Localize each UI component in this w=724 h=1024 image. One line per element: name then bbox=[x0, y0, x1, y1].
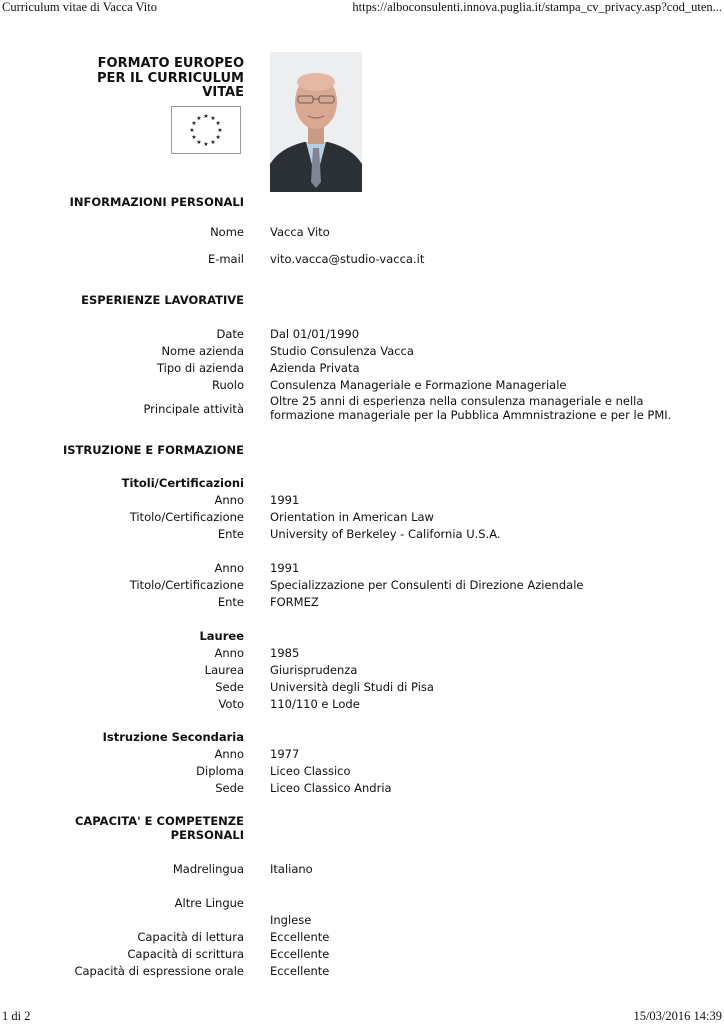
section-personal-skills bbox=[75, 814, 244, 842]
value-cert1-year: 1991 bbox=[270, 493, 300, 507]
svg-text:★: ★ bbox=[210, 114, 216, 122]
value-email: vito.vacca@studio-vacca.it bbox=[270, 252, 425, 266]
svg-text:★: ★ bbox=[203, 113, 209, 120]
label-degree-grade: Voto bbox=[218, 697, 244, 711]
value-company-type: Azienda Privata bbox=[270, 361, 360, 375]
value-role: Consulenza Manageriale e Formazione Manageriale bbox=[270, 378, 567, 392]
label-writing: Capacità di scrittura bbox=[127, 947, 244, 961]
label-email: E-mail bbox=[207, 252, 244, 266]
main-activity-line2: formazione manageriale per la Pubblica Ammnistrazione e per le PMI. bbox=[270, 407, 672, 422]
svg-text:★: ★ bbox=[217, 127, 223, 134]
print-page-title: Curriculum vitae di Vacca Vito bbox=[2, 0, 157, 14]
svg-text:★: ★ bbox=[191, 134, 197, 141]
value-degree-year: 1985 bbox=[270, 646, 300, 660]
svg-text:★: ★ bbox=[215, 120, 221, 127]
label-name: Nome bbox=[210, 225, 244, 239]
label-degree: Laurea bbox=[204, 663, 244, 677]
label-mother-tongue: Madrelingua bbox=[172, 862, 244, 876]
svg-text:★: ★ bbox=[215, 134, 221, 141]
print-page-count: 1 di 2 bbox=[2, 1009, 31, 1023]
label-cert1-year: Anno bbox=[214, 493, 244, 507]
label-degree-year: Anno bbox=[214, 646, 244, 660]
value-secondary-seat: Liceo Classico Andria bbox=[270, 781, 392, 795]
value-date: Dal 01/01/1990 bbox=[270, 327, 360, 341]
value-other-language: Inglese bbox=[270, 913, 312, 927]
value-cert1-title: Orientation in American Law bbox=[270, 510, 434, 524]
value-cert1-ente: University of Berkeley - California U.S.A. bbox=[270, 527, 501, 541]
label-degree-seat: Sede bbox=[215, 680, 244, 694]
subsection-certifications: Titoli/Certificazioni bbox=[121, 476, 244, 490]
value-speaking: Eccellente bbox=[270, 964, 330, 978]
print-url: https://alboconsulenti.innova.puglia.it/stampa_cv_privacy.asp?cod_uten... bbox=[352, 0, 722, 14]
svg-text:★: ★ bbox=[196, 139, 202, 147]
section-personal-info: INFORMAZIONI PERSONALI bbox=[69, 195, 244, 209]
profile-photo bbox=[270, 52, 362, 192]
svg-text:★: ★ bbox=[191, 120, 197, 127]
value-cert2-ente: FORMEZ bbox=[270, 595, 319, 609]
label-speaking: Capacità di espressione orale bbox=[74, 964, 244, 978]
section-work-experience: ESPERIENZE LAVORATIVE bbox=[81, 293, 244, 307]
label-cert1-title: Titolo/Certificazione bbox=[129, 510, 244, 524]
document-title-line3: VITAE bbox=[202, 85, 244, 100]
document-title bbox=[97, 57, 244, 101]
label-cert2-year: Anno bbox=[214, 561, 244, 575]
value-reading: Eccellente bbox=[270, 930, 330, 944]
value-diploma: Liceo Classico bbox=[270, 764, 351, 778]
label-date: Date bbox=[216, 327, 244, 341]
svg-text:★: ★ bbox=[196, 114, 202, 122]
section-education: ISTRUZIONE E FORMAZIONE bbox=[62, 443, 244, 457]
value-degree: Giurisprudenza bbox=[270, 663, 358, 677]
label-other-languages: Altre Lingue bbox=[174, 896, 244, 910]
label-diploma: Diploma bbox=[196, 764, 244, 778]
value-main-activity bbox=[270, 395, 690, 422]
label-company-type: Tipo di azienda bbox=[157, 361, 244, 375]
label-role: Ruolo bbox=[211, 378, 244, 392]
label-cert2-ente: Ente bbox=[217, 595, 244, 609]
label-company: Nome azienda bbox=[161, 344, 244, 358]
svg-text:★: ★ bbox=[203, 141, 209, 148]
subsection-secondary-education: Istruzione Secondaria bbox=[102, 730, 244, 744]
eu-stars-icon bbox=[172, 107, 240, 153]
label-main-activity: Principale attività bbox=[143, 402, 244, 416]
label-reading: Capacità di lettura bbox=[137, 930, 244, 944]
value-degree-grade: 110/110 e Lode bbox=[270, 697, 360, 711]
svg-text:★: ★ bbox=[189, 127, 195, 134]
subsection-degrees: Lauree bbox=[199, 629, 244, 643]
label-cert2-title: Titolo/Certificazione bbox=[129, 578, 244, 592]
value-writing: Eccellente bbox=[270, 947, 330, 961]
print-datetime: 15/03/2016 14:39 bbox=[633, 1009, 722, 1023]
value-secondary-year: 1977 bbox=[270, 747, 300, 761]
value-mother-tongue: Italiano bbox=[270, 862, 313, 876]
value-name: Vacca Vito bbox=[270, 225, 330, 239]
value-degree-seat: Università degli Studi di Pisa bbox=[270, 680, 434, 694]
label-secondary-year: Anno bbox=[214, 747, 244, 761]
document-title-line1: FORMATO EUROPEO bbox=[97, 56, 244, 71]
value-cert2-title: Specializzazione per Consulenti di Direzione Aziendale bbox=[270, 578, 584, 592]
value-company: Studio Consulenza Vacca bbox=[270, 344, 414, 358]
eu-flag-logo bbox=[171, 106, 241, 154]
svg-text:★: ★ bbox=[210, 139, 216, 147]
label-secondary-seat: Sede bbox=[215, 781, 244, 795]
section-personal-skills-line1: CAPACITA' E COMPETENZE bbox=[74, 814, 244, 828]
main-activity-line1: Oltre 25 anni di esperienza nella consulenza manageriale e nella bbox=[270, 394, 644, 408]
section-personal-skills-line2: PERSONALI bbox=[170, 828, 244, 842]
label-cert1-ente: Ente bbox=[217, 527, 244, 541]
value-cert2-year: 1991 bbox=[270, 561, 300, 575]
document-title-line2: PER IL CURRICULUM bbox=[97, 70, 244, 86]
